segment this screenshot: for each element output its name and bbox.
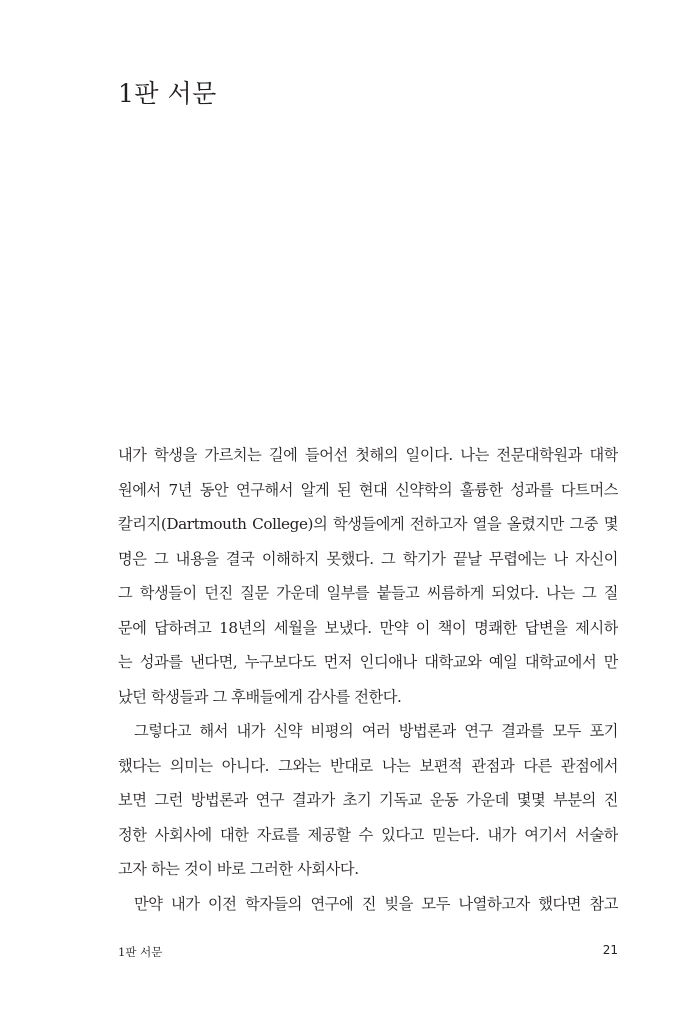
- body-text: [118, 438, 618, 921]
- body-line: 났던 학생들과 그 후배들에게 감사를 전한다.: [118, 687, 402, 706]
- body-line: 그렇다고 해서 내가 신약 비평의 여러 방법론과 연구 결과를 모두 포기: [134, 722, 618, 740]
- body-line: 명은 그 내용을 결국 이해하지 못했다. 그 학기가 끝날 무렵에는 나 자신이: [118, 549, 618, 568]
- body-line: 는 성과를 낸다면, 누구보다도 먼저 인디애나 대학교와 예일 대학교에서 만: [118, 653, 618, 671]
- running-footer-title: 1판 서문: [118, 945, 163, 959]
- body-line: 문에 답하려고 18년의 세월을 보냈다. 만약 이 책이 명쾌한 답변을 제시하: [118, 618, 618, 637]
- body-line: 했다는 의미는 아니다. 그와는 반대로 나는 보편적 관점과 다른 관점에서: [118, 756, 618, 775]
- body-line: 원에서 7년 동안 연구해서 알게 된 현대 신약학의 훌륭한 성과를 다트머스: [118, 480, 618, 499]
- body-line: 보면 그런 방법론과 연구 결과가 초기 기독교 운동 가운데 몇몇 부분의 진: [118, 791, 618, 809]
- page-number: 21: [602, 943, 618, 957]
- body-line: 고자 하는 것이 바로 그러한 사회사다.: [118, 860, 359, 878]
- body-line: 만약 내가 이전 학자들의 연구에 진 빚을 모두 나열하고자 했다면 참고: [134, 894, 618, 913]
- body-line: 내가 학생을 가르치는 길에 들어선 첫해의 일이다. 나는 전문대학원과 대학: [118, 446, 618, 464]
- body-line: 칼리지(Dartmouth College)의 학생들에게 전하고자 열을 올렸지만 그중 몇: [118, 515, 618, 533]
- body-line: 그 학생들이 던진 질문 가운데 일부를 붙들고 씨름하게 되었다. 나는 그 질: [118, 584, 618, 602]
- chapter-title: 1판 서문: [118, 79, 217, 108]
- body-line: 정한 사회사에 대한 자료를 제공할 수 있다고 믿는다. 내가 여기서 서술하: [118, 825, 618, 844]
